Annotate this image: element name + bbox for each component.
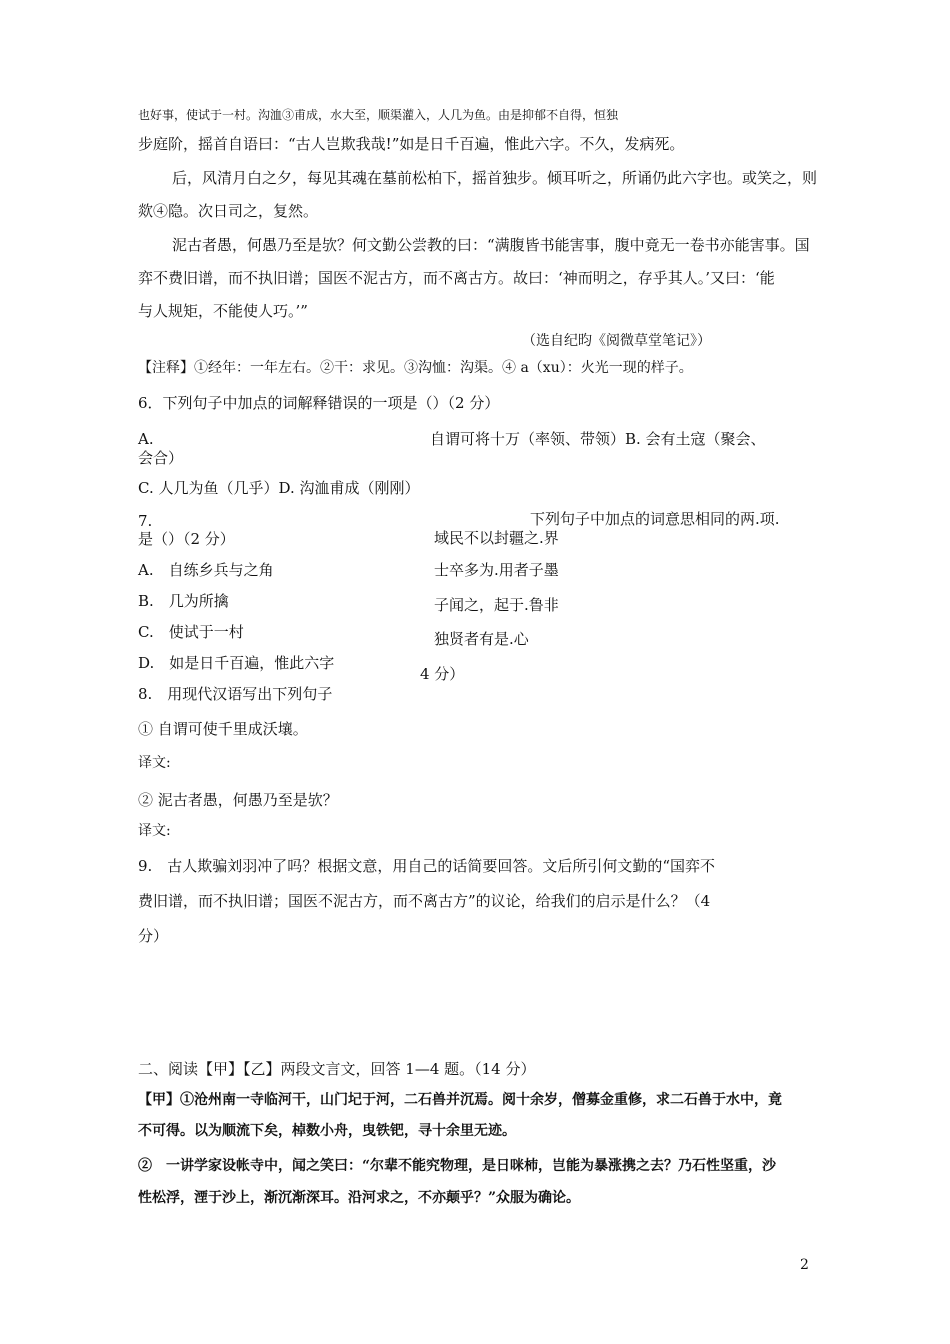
passage-line: 与人规矩，不能使人巧。’”	[138, 302, 308, 320]
question-6-option-b-cont: 会合）	[138, 449, 184, 467]
section-2-paragraph-2-line: 性松浮，湮于沙上，渐沉渐深耳。沿河求之，不亦颠乎？”众服为确论。	[138, 1190, 581, 1206]
passage-line: 后，风清月白之夕，每见其魂在墓前松柏下，摇首独步。倾耳听之，所诵仍此六字也。或笑之，则	[172, 169, 818, 187]
question-9-line: 分）	[138, 927, 169, 945]
source-citation: （选自纪昀《阅微草堂笔记》）	[522, 333, 711, 349]
question-7-pair-a: 域民不以封疆之.界	[434, 529, 559, 547]
question-7-number: 7.	[138, 512, 153, 530]
question-7-pair-d: 独贤者有是.心	[434, 630, 529, 648]
question-6-stem: 6．下列句子中加点的词解释错误的一项是（）（2 分）	[138, 394, 500, 412]
annotation-notes: 【注释】①经年：一年左右。②干：求见。③沟恤：沟渠。④ a（xu）：火光一现的样子。	[138, 360, 693, 376]
passage-line: 弈不费旧谱，而不执旧谱；国医不泥古方，而不离古方。故曰：‘神而明之，存乎其人。’又曰：‘能	[138, 269, 775, 287]
question-8-stem: 8. 用现代汉语写出下列句子	[138, 685, 333, 703]
section-2-jia-line: 【甲】①沧州南一寺临河干，山门圮于河，二石兽并沉焉。阅十余岁，僧募金重修，求二石兽于水中，竟	[138, 1092, 782, 1108]
passage-line: 也好事，使试于一村。沟洫③甫成，水大至，顺渠灌入，人几为鱼。由是抑郁不自得，恒独	[138, 108, 619, 122]
question-7-stem-cont: 是（）（2 分）	[138, 530, 235, 548]
translation-label: 译文:	[138, 755, 171, 771]
question-8-score: 4 分）	[420, 665, 465, 683]
section-2-jia-line: 不可得。以为顺流下矣，棹数小舟，曳铁钯，寻十余里无迹。	[138, 1123, 516, 1139]
question-7-option-a: A. 自练乡兵与之角	[138, 561, 274, 579]
question-9-line: 9. 古人欺骗刘羽冲了吗？根据文意，用自己的话简要回答。文后所引何文勤的“国弈不	[138, 857, 715, 875]
question-7-pair-c: 子闻之，起于.鲁非	[434, 596, 559, 614]
passage-line: 泥古者愚，何愚乃至是欤？何文勤公尝教的曰：“满腹皆书能害事，腹中竟无一卷书亦能害事。国	[172, 236, 810, 254]
section-2-paragraph-2-line: ② 一讲学家设帐寺中，闻之笑曰：“尔辈不能究物理，是日咪杮，岂能为暴涨携之去？乃石性坚重，沙	[138, 1158, 777, 1174]
passage-line: 欻④隐。次日司之，复然。	[138, 202, 319, 220]
question-7-option-c: C. 使试于一村	[138, 623, 244, 641]
question-6-option-ab: 自谓可将十万（率领、带领）B. 会有土寇（聚会、	[430, 430, 766, 448]
passage-line: 步庭阶，摇首自语曰：“古人岂欺我哉!”如是日千百遍，惟此六字。不久，发病死。	[138, 135, 685, 153]
question-7-option-d: D. 如是日千百遍，惟此六字	[138, 654, 335, 672]
translation-label: 译文:	[138, 823, 171, 839]
question-6-option-a-label: A.	[138, 430, 154, 448]
question-9-line: 费旧谱，而不执旧谱；国医不泥古方，而不离古方”的议论，给我们的启示是什么？（4	[138, 892, 711, 910]
question-6-option-cd: C. 人几为鱼（几乎）D. 沟洫甫成（刚刚）	[138, 479, 420, 497]
question-7-stem: 下列句子中加点的词意思相同的两.项.	[530, 510, 780, 528]
question-7-pair-b: 士卒多为.用者子墨	[434, 561, 559, 579]
question-7-option-b: B. 几为所擒	[138, 592, 229, 610]
page-number: 2	[800, 1257, 809, 1273]
section-2-title: 二、阅读【甲】【乙】两段文言文，回答 1—4 题。（14 分）	[138, 1060, 536, 1078]
question-8-sentence-1: ① 自谓可使千里成沃壤。	[138, 720, 308, 738]
question-8-sentence-2: ② 泥古者愚，何愚乃至是欤？	[138, 791, 338, 809]
